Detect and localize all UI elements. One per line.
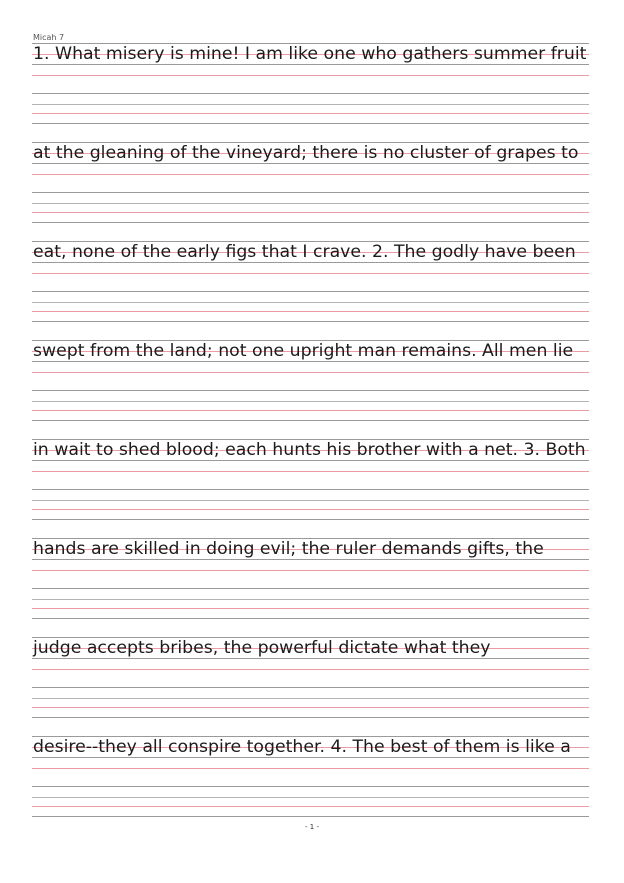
page-number: - 1 - bbox=[305, 823, 319, 831]
practice-top-rule bbox=[32, 291, 589, 292]
practice-line-block bbox=[32, 439, 589, 523]
practice-line-block bbox=[32, 736, 589, 820]
practice-baseline-rule bbox=[32, 519, 589, 520]
descender-rule bbox=[32, 570, 589, 571]
practice-baseline-rule bbox=[32, 618, 589, 619]
practice-top-rule bbox=[32, 786, 589, 787]
practice-baseline-rule bbox=[32, 816, 589, 817]
scripture-line: judge accepts bribes, the powerful dictate what they bbox=[33, 638, 491, 658]
practice-midline-rule bbox=[32, 113, 589, 114]
practice-line-block bbox=[32, 637, 589, 721]
scripture-line: at the gleaning of the vineyard; there is no cluster of grapes to bbox=[33, 143, 579, 163]
practice-mid-rule bbox=[32, 599, 589, 600]
scripture-line: eat, none of the early figs that I crave. 2. The godly have been bbox=[33, 242, 576, 262]
practice-baseline-rule bbox=[32, 321, 589, 322]
practice-top-rule bbox=[32, 588, 589, 589]
practice-line-block bbox=[32, 241, 589, 325]
scripture-line: desire--they all conspire together. 4. The best of them is like a bbox=[33, 737, 571, 757]
practice-line-block bbox=[32, 340, 589, 424]
descender-rule bbox=[32, 75, 589, 76]
practice-mid-rule bbox=[32, 302, 589, 303]
practice-midline-rule bbox=[32, 608, 589, 609]
practice-top-rule bbox=[32, 489, 589, 490]
practice-mid-rule bbox=[32, 698, 589, 699]
practice-baseline-rule bbox=[32, 717, 589, 718]
practice-baseline-rule bbox=[32, 420, 589, 421]
descender-rule bbox=[32, 669, 589, 670]
practice-top-rule bbox=[32, 93, 589, 94]
practice-line-block bbox=[32, 538, 589, 622]
practice-line-block bbox=[32, 142, 589, 226]
practice-mid-rule bbox=[32, 401, 589, 402]
scripture-line: 1. What misery is mine! I am like one who gathers summer fruit bbox=[33, 44, 587, 64]
descender-rule bbox=[32, 273, 589, 274]
scripture-line: hands are skilled in doing evil; the ruler demands gifts, the bbox=[33, 539, 544, 559]
practice-midline-rule bbox=[32, 707, 589, 708]
practice-midline-rule bbox=[32, 806, 589, 807]
practice-midline-rule bbox=[32, 311, 589, 312]
page-header: Micah 7 bbox=[33, 33, 65, 42]
practice-line-block bbox=[32, 43, 589, 127]
practice-midline-rule bbox=[32, 509, 589, 510]
scripture-line: swept from the land; not one upright man remains. All men lie bbox=[33, 341, 574, 361]
practice-top-rule bbox=[32, 192, 589, 193]
descender-rule bbox=[32, 768, 589, 769]
descender-rule bbox=[32, 372, 589, 373]
descender-rule bbox=[32, 471, 589, 472]
practice-mid-rule bbox=[32, 797, 589, 798]
practice-mid-rule bbox=[32, 104, 589, 105]
practice-midline-rule bbox=[32, 212, 589, 213]
practice-baseline-rule bbox=[32, 123, 589, 124]
practice-mid-rule bbox=[32, 500, 589, 501]
practice-midline-rule bbox=[32, 410, 589, 411]
descender-rule bbox=[32, 174, 589, 175]
practice-mid-rule bbox=[32, 203, 589, 204]
practice-top-rule bbox=[32, 390, 589, 391]
scripture-line: in wait to shed blood; each hunts his brother with a net. 3. Both bbox=[33, 440, 586, 460]
practice-top-rule bbox=[32, 687, 589, 688]
practice-baseline-rule bbox=[32, 222, 589, 223]
